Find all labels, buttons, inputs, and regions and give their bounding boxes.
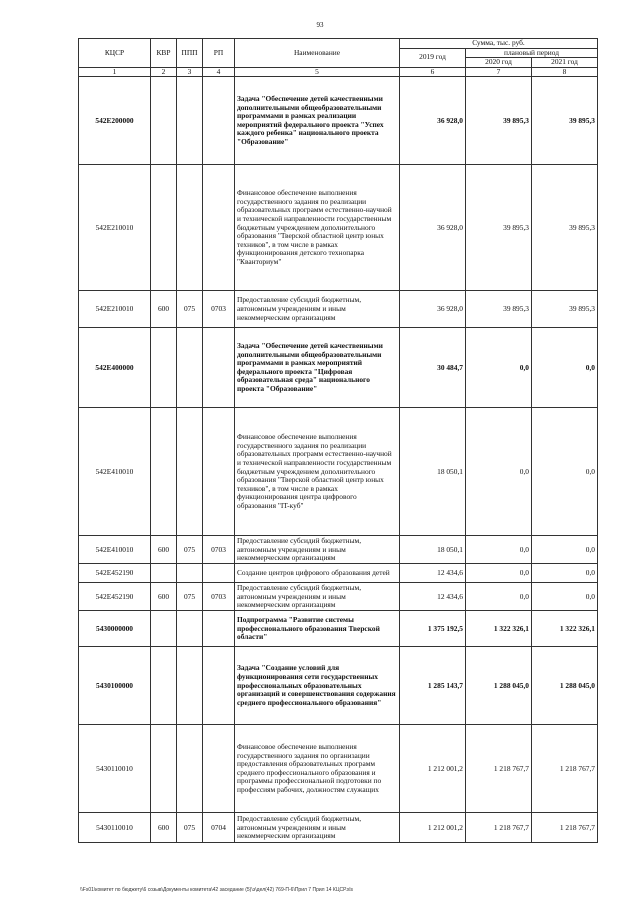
col-header-name: Наименование bbox=[235, 39, 400, 68]
table-row bbox=[79, 583, 598, 611]
table-row bbox=[79, 408, 598, 536]
file-path-footer: \\Fs01\комитет по бюджету\6 созыв\Документы комитета\42 заседание (5)\э\дел(42) 769-П-6\Прил 7 Прил 14 КЦСР.xls bbox=[80, 887, 354, 893]
cell-kvr: 600 bbox=[151, 291, 177, 328]
col-header-rp: РП bbox=[203, 39, 235, 68]
table-row bbox=[79, 611, 598, 647]
cell-2021: 1 322 326,1 bbox=[532, 611, 598, 647]
cell-code: 5430000000 bbox=[79, 611, 151, 647]
table-row bbox=[79, 536, 598, 564]
table-row bbox=[79, 291, 598, 328]
cell-rp: 0704 bbox=[203, 813, 235, 843]
col-header-plan: плановый период bbox=[466, 48, 598, 58]
cell-rp bbox=[203, 328, 235, 408]
col-header-sum: Сумма, тыс. руб. bbox=[400, 39, 598, 49]
cell-kvr bbox=[151, 408, 177, 536]
col-number-6: 6 bbox=[400, 67, 466, 77]
cell-2021: 0,0 bbox=[532, 583, 598, 611]
cell-2020: 0,0 bbox=[466, 328, 532, 408]
cell-rp: 0703 bbox=[203, 291, 235, 328]
col-header-2020: 2020 год bbox=[466, 58, 532, 68]
cell-code: 542E410010 bbox=[79, 408, 151, 536]
cell-2019: 1 285 143,7 bbox=[400, 647, 466, 725]
cell-2019: 1 375 192,5 bbox=[400, 611, 466, 647]
cell-2020: 0,0 bbox=[466, 408, 532, 536]
cell-rp bbox=[203, 77, 235, 165]
col-header-kvr: КВР bbox=[151, 39, 177, 68]
table-row bbox=[79, 647, 598, 725]
cell-2020: 39 895,3 bbox=[466, 291, 532, 328]
cell-ppp: 075 bbox=[177, 813, 203, 843]
cell-rp bbox=[203, 165, 235, 291]
table-row bbox=[79, 813, 598, 843]
cell-2021: 1 218 767,7 bbox=[532, 813, 598, 843]
cell-2020: 1 218 767,7 bbox=[466, 813, 532, 843]
cell-2021: 39 895,3 bbox=[532, 291, 598, 328]
cell-2019: 30 484,7 bbox=[400, 328, 466, 408]
cell-2020: 1 218 767,7 bbox=[466, 725, 532, 813]
cell-ppp: 075 bbox=[177, 536, 203, 564]
cell-name: Задача "Обеспечение детей качественными дополнительными общеобразовательными программами в рамках мероприятий федерального проекта "Цифровая образовательная среда" национального проекта "Образование" bbox=[235, 328, 400, 408]
cell-2020: 39 895,3 bbox=[466, 77, 532, 165]
cell-2019: 1 212 001,2 bbox=[400, 813, 466, 843]
cell-2019: 1 212 001,2 bbox=[400, 725, 466, 813]
table-row bbox=[79, 165, 598, 291]
cell-name: Задача "Обеспечение детей качественными дополнительными общеобразовательными программами в рамках реализации мероприятий федерального проекта "Успех каждого ребенка" национального проекта "Образование" bbox=[235, 77, 400, 165]
cell-ppp bbox=[177, 165, 203, 291]
cell-2020: 0,0 bbox=[466, 583, 532, 611]
cell-2021: 0,0 bbox=[532, 408, 598, 536]
cell-code: 5430110010 bbox=[79, 725, 151, 813]
cell-2020: 1 288 045,0 bbox=[466, 647, 532, 725]
cell-2021: 39 895,3 bbox=[532, 77, 598, 165]
cell-kvr: 600 bbox=[151, 536, 177, 564]
cell-name: Финансовое обеспечение выполнения государственного задания по реализации образовательных программ естественно-научной и технической направленности государственным бюджетным учреждением дополнительного образования "Тверской областной центр юных техников", в том числе в рамках функционирования центра цифрового образования "IT-куб" bbox=[235, 408, 400, 536]
col-header-2019: 2019 год bbox=[400, 48, 466, 67]
cell-code: 542E210010 bbox=[79, 291, 151, 328]
cell-2021: 1 288 045,0 bbox=[532, 647, 598, 725]
cell-rp bbox=[203, 564, 235, 583]
cell-kvr: 600 bbox=[151, 813, 177, 843]
cell-kvr bbox=[151, 564, 177, 583]
col-number-4: 4 bbox=[203, 67, 235, 77]
cell-kvr bbox=[151, 725, 177, 813]
cell-2021: 1 218 767,7 bbox=[532, 725, 598, 813]
col-number-3: 3 bbox=[177, 67, 203, 77]
cell-name: Предоставление субсидий бюджетным, автономным учреждениям и иным некоммерческим организациям bbox=[235, 291, 400, 328]
table-row bbox=[79, 725, 598, 813]
cell-ppp bbox=[177, 647, 203, 725]
cell-kvr: 600 bbox=[151, 583, 177, 611]
cell-rp bbox=[203, 408, 235, 536]
cell-rp bbox=[203, 647, 235, 725]
cell-2019: 36 928,0 bbox=[400, 165, 466, 291]
cell-code: 5430100000 bbox=[79, 647, 151, 725]
cell-name: Предоставление субсидий бюджетным, автономным учреждениям и иным некоммерческим организациям bbox=[235, 583, 400, 611]
cell-2019: 18 050,1 bbox=[400, 408, 466, 536]
col-number-7: 7 bbox=[466, 67, 532, 77]
cell-2020: 39 895,3 bbox=[466, 165, 532, 291]
cell-ppp: 075 bbox=[177, 291, 203, 328]
cell-kvr bbox=[151, 77, 177, 165]
cell-code: 542E410010 bbox=[79, 536, 151, 564]
col-number-1: 1 bbox=[79, 67, 151, 77]
cell-name: Предоставление субсидий бюджетным, автономным учреждениям и иным некоммерческим организациям bbox=[235, 536, 400, 564]
cell-name: Подпрограмма "Развитие системы профессионального образования Тверской области" bbox=[235, 611, 400, 647]
cell-ppp: 075 bbox=[177, 583, 203, 611]
cell-2019: 36 928,0 bbox=[400, 291, 466, 328]
col-number-8: 8 bbox=[532, 67, 598, 77]
cell-ppp bbox=[177, 564, 203, 583]
cell-name: Создание центров цифрового образования детей bbox=[235, 564, 400, 583]
col-number-2: 2 bbox=[151, 67, 177, 77]
cell-code: 5430110010 bbox=[79, 813, 151, 843]
cell-2020: 0,0 bbox=[466, 536, 532, 564]
cell-2019: 12 434,6 bbox=[400, 564, 466, 583]
cell-2019: 36 928,0 bbox=[400, 77, 466, 165]
cell-name: Финансовое обеспечение выполнения государственного задания по организации предоставления образовательных программ среднего профессионального образования и программы профессиональной подготовки по профессиям рабочих, должностям служащих bbox=[235, 725, 400, 813]
cell-kvr bbox=[151, 165, 177, 291]
col-header-ppp: ППП bbox=[177, 39, 203, 68]
cell-rp: 0703 bbox=[203, 583, 235, 611]
table-row bbox=[79, 328, 598, 408]
cell-code: 542E452190 bbox=[79, 583, 151, 611]
cell-name: Предоставление субсидий бюджетным, автономным учреждениям и иным некоммерческим организациям bbox=[235, 813, 400, 843]
cell-ppp bbox=[177, 611, 203, 647]
cell-2019: 18 050,1 bbox=[400, 536, 466, 564]
cell-rp bbox=[203, 611, 235, 647]
cell-name: Финансовое обеспечение выполнения государственного задания по реализации образовательных программ естественно-научной и технической направленности государственным бюджетным учреждением дополнительного образования "Тверской областной центр юных техников", в том числе в рамках функционирования детского технопарка "Кванториум" bbox=[235, 165, 400, 291]
cell-name: Задача "Создание условий для функционирования сети государственных профессиональных образовательных организаций и совершенствования содержания среднего профессионального образования" bbox=[235, 647, 400, 725]
cell-ppp bbox=[177, 725, 203, 813]
budget-table bbox=[78, 38, 598, 843]
cell-2019: 12 434,6 bbox=[400, 583, 466, 611]
cell-2020: 1 322 326,1 bbox=[466, 611, 532, 647]
col-header-kcsr: КЦСР bbox=[79, 39, 151, 68]
cell-code: 542E452190 bbox=[79, 564, 151, 583]
cell-code: 542E210010 bbox=[79, 165, 151, 291]
cell-kvr bbox=[151, 647, 177, 725]
cell-2021: 0,0 bbox=[532, 564, 598, 583]
cell-kvr bbox=[151, 328, 177, 408]
cell-2021: 0,0 bbox=[532, 328, 598, 408]
col-header-2021: 2021 год bbox=[532, 58, 598, 68]
cell-2020: 0,0 bbox=[466, 564, 532, 583]
cell-kvr bbox=[151, 611, 177, 647]
cell-ppp bbox=[177, 77, 203, 165]
cell-rp: 0703 bbox=[203, 536, 235, 564]
cell-code: 542E400000 bbox=[79, 328, 151, 408]
cell-2021: 39 895,3 bbox=[532, 165, 598, 291]
page-number: 93 bbox=[316, 21, 324, 29]
table-row bbox=[79, 77, 598, 165]
col-number-5: 5 bbox=[235, 67, 400, 77]
cell-code: 542E200000 bbox=[79, 77, 151, 165]
table-row bbox=[79, 564, 598, 583]
cell-ppp bbox=[177, 408, 203, 536]
cell-rp bbox=[203, 725, 235, 813]
cell-2021: 0,0 bbox=[532, 536, 598, 564]
cell-ppp bbox=[177, 328, 203, 408]
